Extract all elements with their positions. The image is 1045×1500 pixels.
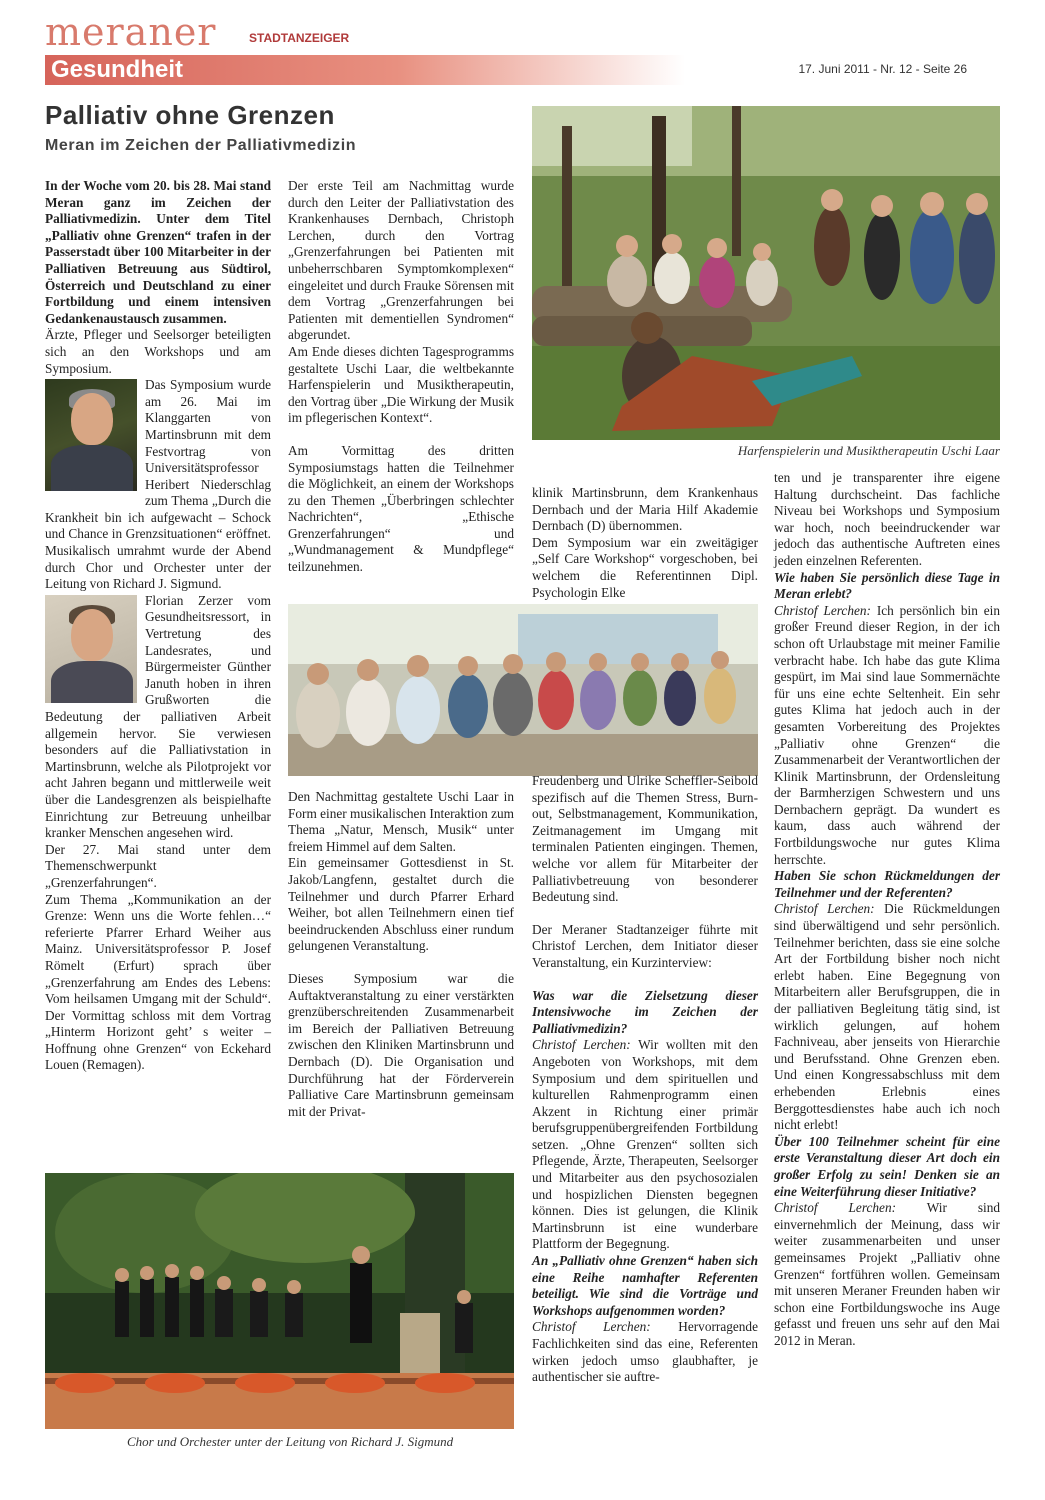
column-3-top <box>532 485 758 601</box>
section-bar <box>45 55 685 85</box>
speaker-label: Christof Lerchen: <box>532 1319 651 1335</box>
interview-question: Wie haben Sie persönlich diese Tage in Meran erlebt? <box>774 569 1000 602</box>
choir-caption: Chor und Orchester unter der Leitung von Richard J. Sigmund <box>127 1434 454 1449</box>
paragraph: Am Ende dieses dichten Tagesprogramms gestaltete Uschi Laar, die weltbekannte Harfenspielerin und Musiktherapeutin, den Vortrag über „Die Wirkung der Musik im pflegerischen Kontext“. <box>288 343 514 426</box>
interview-question: Haben Sie schon Rückmeldungen der Teilnehmer und der Referenten? <box>774 868 1000 900</box>
logo: meraner <box>45 10 217 54</box>
interview-answer <box>774 1200 1000 1349</box>
answer-text: Ich persönlich bin ein großer Freund dieser Region, in der ich schon oft Urlaubstage mit meiner Familie verbracht habe. Ich habe das gute Klima gespürt, im Mai sind laue Sommernächte für uns eine echte Seltenheit. Ein sehr gutes Klima hat jedoch auch in der gesamten Vorbereitung des Projektes „Palliativ ohne Grenzen“ die Zusammenarbeit der Verantwortlichen der Klinik Martinsbrunn, der Ordensleitung der Barmherzigen Schwestern und uns Dernbachern geprägt. Da wundert es kaum, dass auch während der Fortbildungswoche nur gutes Klima herrschte. <box>774 602 1000 867</box>
answer-text: Wir sind einvernehmlich der Meinung, dass wir weiter zusammenarbeiten und unser gemeinsames Projekt „Palliativ ohne Grenzen“ fortführen wollen. Gemeinsam mit unseren Meraner Freunden haben wir schon eine Fortbildungswoche ins Auge gefasst und freuen uns sehr auf den Mai 2012 in Meran. <box>774 1200 1000 1348</box>
section-title: Gesundheit <box>51 56 184 83</box>
paragraph: Dem Symposium war ein zweitägiger „Self Care Workshop“ vorgeschoben, bei welchem die Referentinnen Dipl. Psychologin Elke <box>532 534 758 600</box>
paragraph: Das Symposium wurde am 26. Mai im Klanggarten von Martinsbrunn mit dem Festvortrag von Universitätsprofessor Heribert Niederschlag zum Thema „Durch die Krankheit bin ich aufgewacht – Schock und Chance in Grenzsituationen“ eröffnet. Musikalisch umrahmt wurde der Abend durch Chor und Orchester unter der Leitung von Richard J. Sigmund. <box>45 377 271 592</box>
paragraph: Dieses Symposium war die Auftaktveranstaltung zu einer verstärkten grenzüberschreitenden Zusammenarbeit im Bereich der Palliativen Betreuung zwischen den Kliniken Martinsbrunn und Dernbach (D). Die Organisation und Durchführung hat der Förderverein Palliative Care Martinsbrunn gemeinsam mit der Privat- <box>288 970 514 1119</box>
interview-answer <box>532 1319 758 1385</box>
column-2-top <box>288 178 514 576</box>
speaker-label: Christof Lerchen: <box>774 901 875 917</box>
paragraph: Ein gemeinsamer Gottesdienst in St. Jakob/Langfenn, gestaltet durch die Teilnehmer und durch Pfarrer Erhard Weiher, bot allen Teilnehmern einen tief beeindruckenden Abschluss einer rundum gelungenen Veranstaltung. <box>288 855 514 954</box>
article-title: Palliativ ohne Grenzen <box>45 100 335 130</box>
harp-photo-illustration <box>532 106 1000 440</box>
speaker-label: Christof Lerchen: <box>532 1037 631 1053</box>
column-2-bottom <box>288 789 514 1120</box>
paragraph: Zum Thema „Kommunikation an der Grenze: Wenn uns die Worte fehlen…“ referierte Pfarrer Erhard Weiher aus Mainz. Universitätsprofessor P. Josef Römelt (Erfurt) sprach über „Grenzerfahrung am Endes des Lebens: Vom heilsamen Umgang mit der Schuld“. Der Vormittag schloss mit dem Vortrag „Hinterm Horizont geht’ s weiter – Hoffnung ohne Grenzen“ von Eckehard Louen (Remagen). <box>45 891 271 1073</box>
interview-answer <box>774 603 1000 869</box>
interview-question: Über 100 Teilnehmer scheint für eine erste Veranstaltung dieser Art doch ein großer Erfolg zu sein! Denken sie an eine Weiterführung dieser Initiative? <box>774 1133 1000 1199</box>
paragraph: Der 27. Mai stand unter dem Themenschwerpunkt „Grenzerfahrungen“. <box>45 841 271 890</box>
column-1 <box>45 178 271 1074</box>
paragraph: ten und je transparenter ihre eigene Haltung durchscheint. Das fachliche Niveau bei Workshops und Symposium war hoch, noch beeindruckender war jedoch das authentische Auftreten eines jeden einzelnen Referenten. <box>774 470 1000 568</box>
answer-text: Wir wollten mit den Angeboten von Workshops, mit dem Symposium und dem spirituellen und kulturellen Rahmenprogramm einen Akzent in Richtung einer primär berufsgruppenübergreifenden Fortbildung setzen. „Ohne Grenzen“ sollten sich Pflegende, Ärzte, Therapeuten, Seelsorger und Mitarbeiter aus den psychosozialen und hospizlichen Diensten begegnen können. Dies ist gelungen, die Klinik Martinsbrunn ist eine wunderbare Plattform der Begegnung. <box>532 1037 758 1252</box>
column-3-bottom <box>532 773 758 1386</box>
interview-question: Was war die Zielsetzung dieser Intensivwoche im Zeichen der Palliativmedizin? <box>532 987 758 1036</box>
masthead <box>45 10 350 54</box>
lead-paragraph: In der Woche vom 20. bis 28. Mai stand Meran ganz im Zeichen der Palliativmedizin. Unter dem Titel „Palliativ ohne Grenzen“ trafen in der Passerstadt über 100 Mitarbeiter in der Palliativen Betreuung aus Südtirol, Österreich und Deutschland zu einer Fortbildung und einem intensiven Gedankenaustausch zusammen. <box>45 178 271 326</box>
interview-answer <box>532 1037 758 1253</box>
issue-info: 17. Juni 2011 - Nr. 12 - Seite 26 <box>798 62 967 76</box>
paragraph: Der erste Teil am Nachmittag wurde durch den Leiter der Palliativstation des Krankenhauses Dernbach, Christoph Lerchen, durch den Vortrag „Grenzerfahrungen bei Patienten mit unbeherrschbaren Symptomkomplexen“ eingeleitet und durch Frauke Sörensen mit dem Vortrag „Grenzerfahrungen bei Patienten mit dementiellen Syndromen“ abgerundet. <box>288 178 514 343</box>
answer-text: Die Rückmeldungen sind überwältigend und sehr persönlich. Teilnehmer berichten, dass sie eine solche Art der Fortbildung bisher noch nicht erlebt haben. Eine Begegnung von Mitarbeitern aller Berufsgruppen, die in der palliativen Begleitung tätig sind, ist wirklich gelungen, auf hohem Fachniveau, aber jenseits von Hierarchie und Berufsstand. Ohne Grenzen eben. Und einen Kongressabschluss mit dem erhebenden Erlebnis eines Berggottesdienstes habe auch ich noch nicht erlebt! <box>774 901 1000 1133</box>
paragraph: Freudenberg und Ulrike Scheffler-Seibold spezifisch auf die Themen Stress, Burn-out, Selbstmanagement, Kommunikation, Zeitmanagement im Umgang mit terminalen Patienten eingingen. Themen, welche vor allem für Mitarbeiter der Palliativbetreuung von besonderer Bedeutung sind. <box>532 773 758 905</box>
column-4 <box>774 470 1000 1349</box>
speaker-label: Christof Lerchen: <box>774 1200 897 1216</box>
portrait-niederschlag <box>45 379 137 491</box>
paragraph: Florian Zerzer vom Gesundheitsressort, in Vertretung des Landesrates, und Bürgermeister Günther Januth hoben in ihren Grußworten die Bedeutung der palliativen Arbeit allgemein hervor. Sie verwiesen besonders auf die Palliativstation in Martinsbrunn, welche als Pilotprojekt vor acht Jahren begann und mittlerweile weit über die Landesgrenzen als beispielhafte Einrichtung zur Betreuung unheilbar kranker Menschen angesehen wird. <box>45 592 271 841</box>
harp-photo <box>532 106 1000 440</box>
logo-subtitle: STADTANZEIGER <box>249 31 350 45</box>
paragraph: Der Meraner Stadtanzeiger führte mit Christof Lerchen, dem Initiator dieser Veranstaltung, ein Kurzinterview: <box>532 921 758 970</box>
speaker-label: Christof Lerchen: <box>774 602 871 618</box>
paragraph: Den Nachmittag gestaltete Uschi Laar in Form einer musikalischen Interaktion zum Thema „Natur, Mensch, Musik“ unter freiem Himmel auf dem Salten. <box>288 789 514 854</box>
choir-photo <box>45 1173 514 1429</box>
paragraph: Am Vormittag des dritten Symposiumstags hatten die Teilnehmer die Möglichkeit, an einem der Workshops zu den Themen „Überbringen schlechter Nachrichten“, „Ethische Grenzerfahrungen“ und „Wundmanagement & Mundpflege“ teilzunehmen. <box>288 442 514 575</box>
harp-caption: Harfenspielerin und Musiktherapeutin Uschi Laar <box>737 443 1000 458</box>
portrait-zerzer <box>45 595 137 703</box>
workshop-photo-illustration <box>288 604 758 776</box>
article-subtitle: Meran im Zeichen der Palliativmedizin <box>45 137 357 154</box>
choir-photo-illustration <box>45 1173 514 1429</box>
answer-text: Hervorragende Fachlichkeiten sind das eine, Referenten wirken jedoch umso glaubhafter, je authentischer sie auftre- <box>532 1319 758 1385</box>
paragraph: klinik Martinsbrunn, dem Krankenhaus Dernbach und der Maria Hilf Akademie Dernbach (D) übernommen. <box>532 485 758 534</box>
interview-answer <box>774 901 1000 1133</box>
workshop-photo <box>288 604 758 776</box>
paragraph: Ärzte, Pfleger und Seelsorger beteiligten sich an den Workshops und am Symposium. <box>45 327 271 376</box>
interview-question: An „Palliativ ohne Grenzen“ haben sich eine Reihe namhafter Referenten beteiligt. Wie sind die Vorträge und Workshops aufgenommen worden? <box>532 1253 758 1318</box>
